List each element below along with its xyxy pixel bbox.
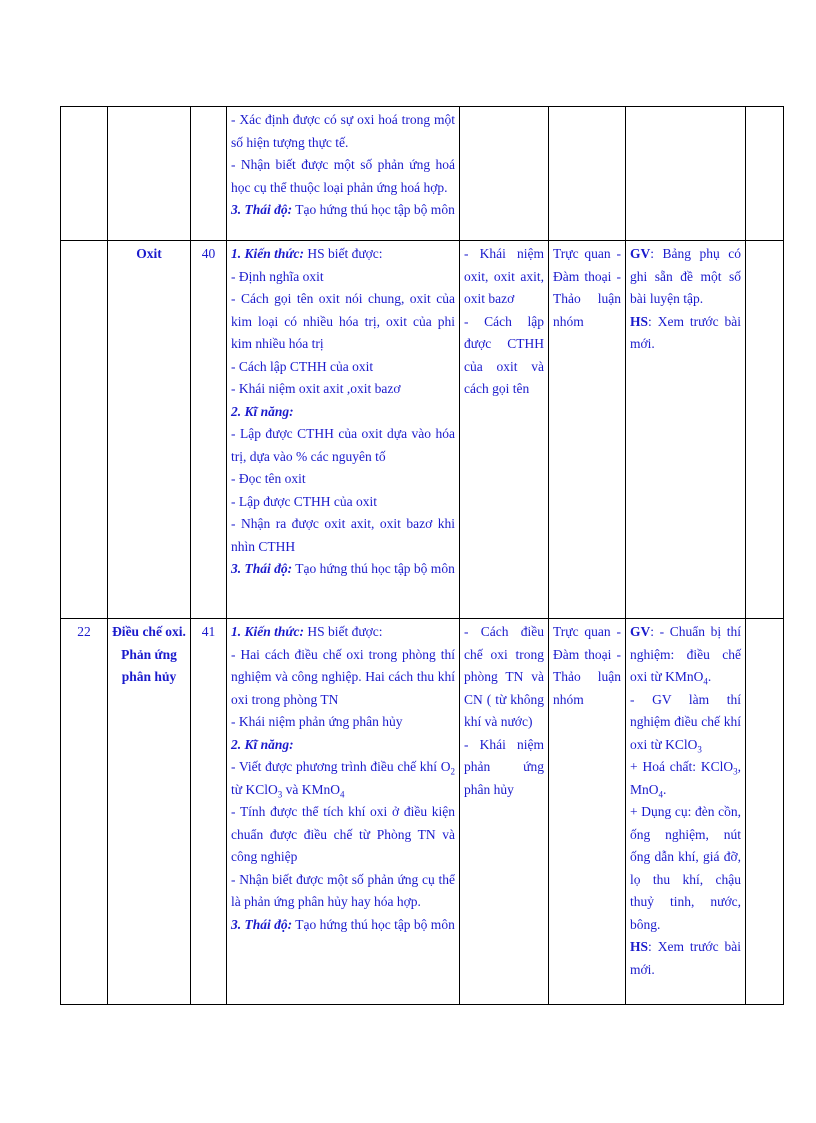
notes-cell	[746, 107, 784, 241]
lesson-name-cell	[108, 241, 191, 619]
section-heading: 1. Kiến thức:	[231, 246, 304, 261]
preparation-line: HS: Xem trước bài mới.	[630, 313, 741, 351]
subscript: 4	[339, 789, 345, 800]
role-label: HS	[630, 939, 649, 954]
objective-line: - Nhận biết được một số phản ứng hoá học cụ thể thuộc loại phản ứng hoá hợp.	[231, 157, 455, 195]
table-row	[61, 241, 784, 619]
objective-line: - Cách lập CTHH của oxit	[231, 358, 374, 374]
role-label: GV	[630, 624, 651, 639]
preparation-line: + Hoá chất: KClO$_3$, MnO$_4$.	[630, 759, 741, 800]
preparation-line: + Dụng cụ: đèn cồn, ống nghiệm, nút ống dẫn khí, giá đỡ, lọ thu khí, chậu thuỷ tinh, nước, bông.	[630, 804, 741, 932]
objective-line: - Hai cách điều chế oxi trong phòng thí nghiệm và công nghiệp. Hai cách thu khí oxi trong phòng TN	[231, 646, 455, 707]
objective-line: - Nhận ra được oxit axit, oxit bazơ khi nhìn CTHH	[231, 516, 455, 554]
objective-line: - Nhận biết được một số phản ứng cụ thể là phản ứng phân hủy hay hóa hợp.	[231, 871, 455, 909]
objective-line: - Xác định được có sự oxi hoá trong một số hiện tượng thực tế.	[231, 112, 455, 150]
objective-line: - Lập được CTHH của oxit dựa vào hóa trị, dựa vào % các nguyên tố	[231, 426, 455, 464]
objective-line: 3. Thái độ: Tạo hứng thú học tập bộ môn	[231, 202, 455, 217]
preparation-cell	[626, 107, 746, 241]
content-cell	[460, 619, 549, 1005]
lesson-name-line: Oxit	[136, 246, 162, 261]
lesson-plan-table	[60, 106, 784, 1005]
method-line: Trực quan - Đàm thoại - Thảo luận nhóm	[553, 624, 621, 707]
content-cell	[460, 241, 549, 619]
role-label: GV	[630, 246, 651, 261]
week-cell	[61, 241, 108, 619]
objective-line: - Tính được thể tích khí oxi ở điều kiện chuẩn được điều chế từ Phòng TN và công nghiệp	[231, 804, 455, 864]
section-heading: 2. Kĩ năng:	[231, 403, 294, 419]
period-cell	[191, 107, 227, 241]
lesson-name-line: phân hủy	[121, 669, 177, 684]
section-heading: 3. Thái độ:	[231, 561, 293, 576]
content-line: - Cách điều chế oxi trong phòng TN và CN ( từ không khí và nước)	[464, 624, 544, 729]
preparation-cell	[626, 619, 746, 1005]
period-cell: 41	[191, 619, 227, 1005]
objective-line: - Lập được CTHH của oxit	[231, 493, 378, 509]
content-line: - Khái niệm oxit, oxit axit, oxit bazơ	[464, 246, 544, 306]
objectives-cell	[227, 619, 460, 1005]
objective-line: - Định nghĩa oxit	[231, 268, 324, 284]
method-cell	[549, 619, 626, 1005]
objectives-cell	[227, 241, 460, 619]
objectives-cell	[227, 107, 460, 241]
method-cell	[549, 107, 626, 241]
subscript: 3	[697, 744, 702, 755]
objective-line	[231, 401, 455, 424]
notes-cell	[746, 241, 784, 619]
method-line: Trực quan - Đàm thoại - Thảo luận nhóm	[553, 246, 621, 329]
content-line: - Cách lập được CTHH của oxit và cách gọi tên	[464, 313, 544, 396]
subscript: 3	[733, 766, 738, 777]
lesson-name-cell	[108, 107, 191, 241]
notes-cell	[746, 619, 784, 1005]
lesson-name-line: Điều chế oxi.	[112, 624, 186, 639]
section-heading: 2. Kĩ năng:	[231, 736, 294, 752]
objective-line: - Viết được phương trình điều chế khí $O_2$ từ KClO$_3$ và KMnO$_4$	[231, 759, 455, 800]
section-heading: 3. Thái độ:	[231, 202, 293, 217]
method-cell	[549, 241, 626, 619]
objective-line: 1. Kiến thức: HS biết được:	[231, 246, 383, 261]
content-cell	[460, 107, 549, 241]
content-line: - Khái niệm phản ứng phân hủy	[464, 736, 544, 797]
section-heading: 3. Thái độ:	[231, 916, 293, 932]
preparation-line: GV: Bảng phụ có ghi sẵn đề một số bài luyện tập.	[630, 246, 741, 306]
week-cell: 22	[61, 619, 108, 1005]
objective-line: - Khái niệm phản ứng phân hủy	[231, 714, 403, 729]
objective-line: - Cách gọi tên oxit nói chung, oxit của kim loại có nhiều hóa trị, oxit của phi kim nhiều hóa trị	[231, 291, 455, 351]
lesson-name-line: Phản ứng	[121, 646, 177, 662]
table-row	[61, 619, 784, 1005]
role-label: HS	[630, 313, 649, 329]
objective-line: 1. Kiến thức: HS biết được:	[231, 624, 383, 639]
subscript: 3	[277, 789, 283, 800]
period-cell: 40	[191, 241, 227, 619]
preparation-line: HS: Xem trước bài mới.	[630, 939, 741, 977]
week-cell	[61, 107, 108, 241]
preparation-cell	[626, 241, 746, 619]
subscript: 2	[450, 766, 455, 777]
preparation-line: GV: - Chuẩn bị thí nghiệm: điều chế oxi từ KMnO$_4$.	[630, 624, 741, 687]
section-heading: 1. Kiến thức:	[231, 624, 304, 639]
objective-line: 3. Thái độ: Tạo hứng thú học tập bộ môn	[231, 916, 455, 932]
lesson-name-cell	[108, 619, 191, 1005]
objective-line: - Khái niệm oxit axit ,oxit bazơ	[231, 381, 401, 396]
subscript: 4	[703, 676, 708, 687]
preparation-line: - GV làm thí nghiệm điều chế khí oxi từ KClO$_3$	[630, 691, 741, 755]
objective-line	[231, 734, 455, 757]
table-row	[61, 107, 784, 241]
subscript: 4	[658, 789, 664, 800]
objective-line: - Đọc tên oxit	[231, 471, 306, 486]
objective-line: 3. Thái độ: Tạo hứng thú học tập bộ môn	[231, 561, 455, 576]
